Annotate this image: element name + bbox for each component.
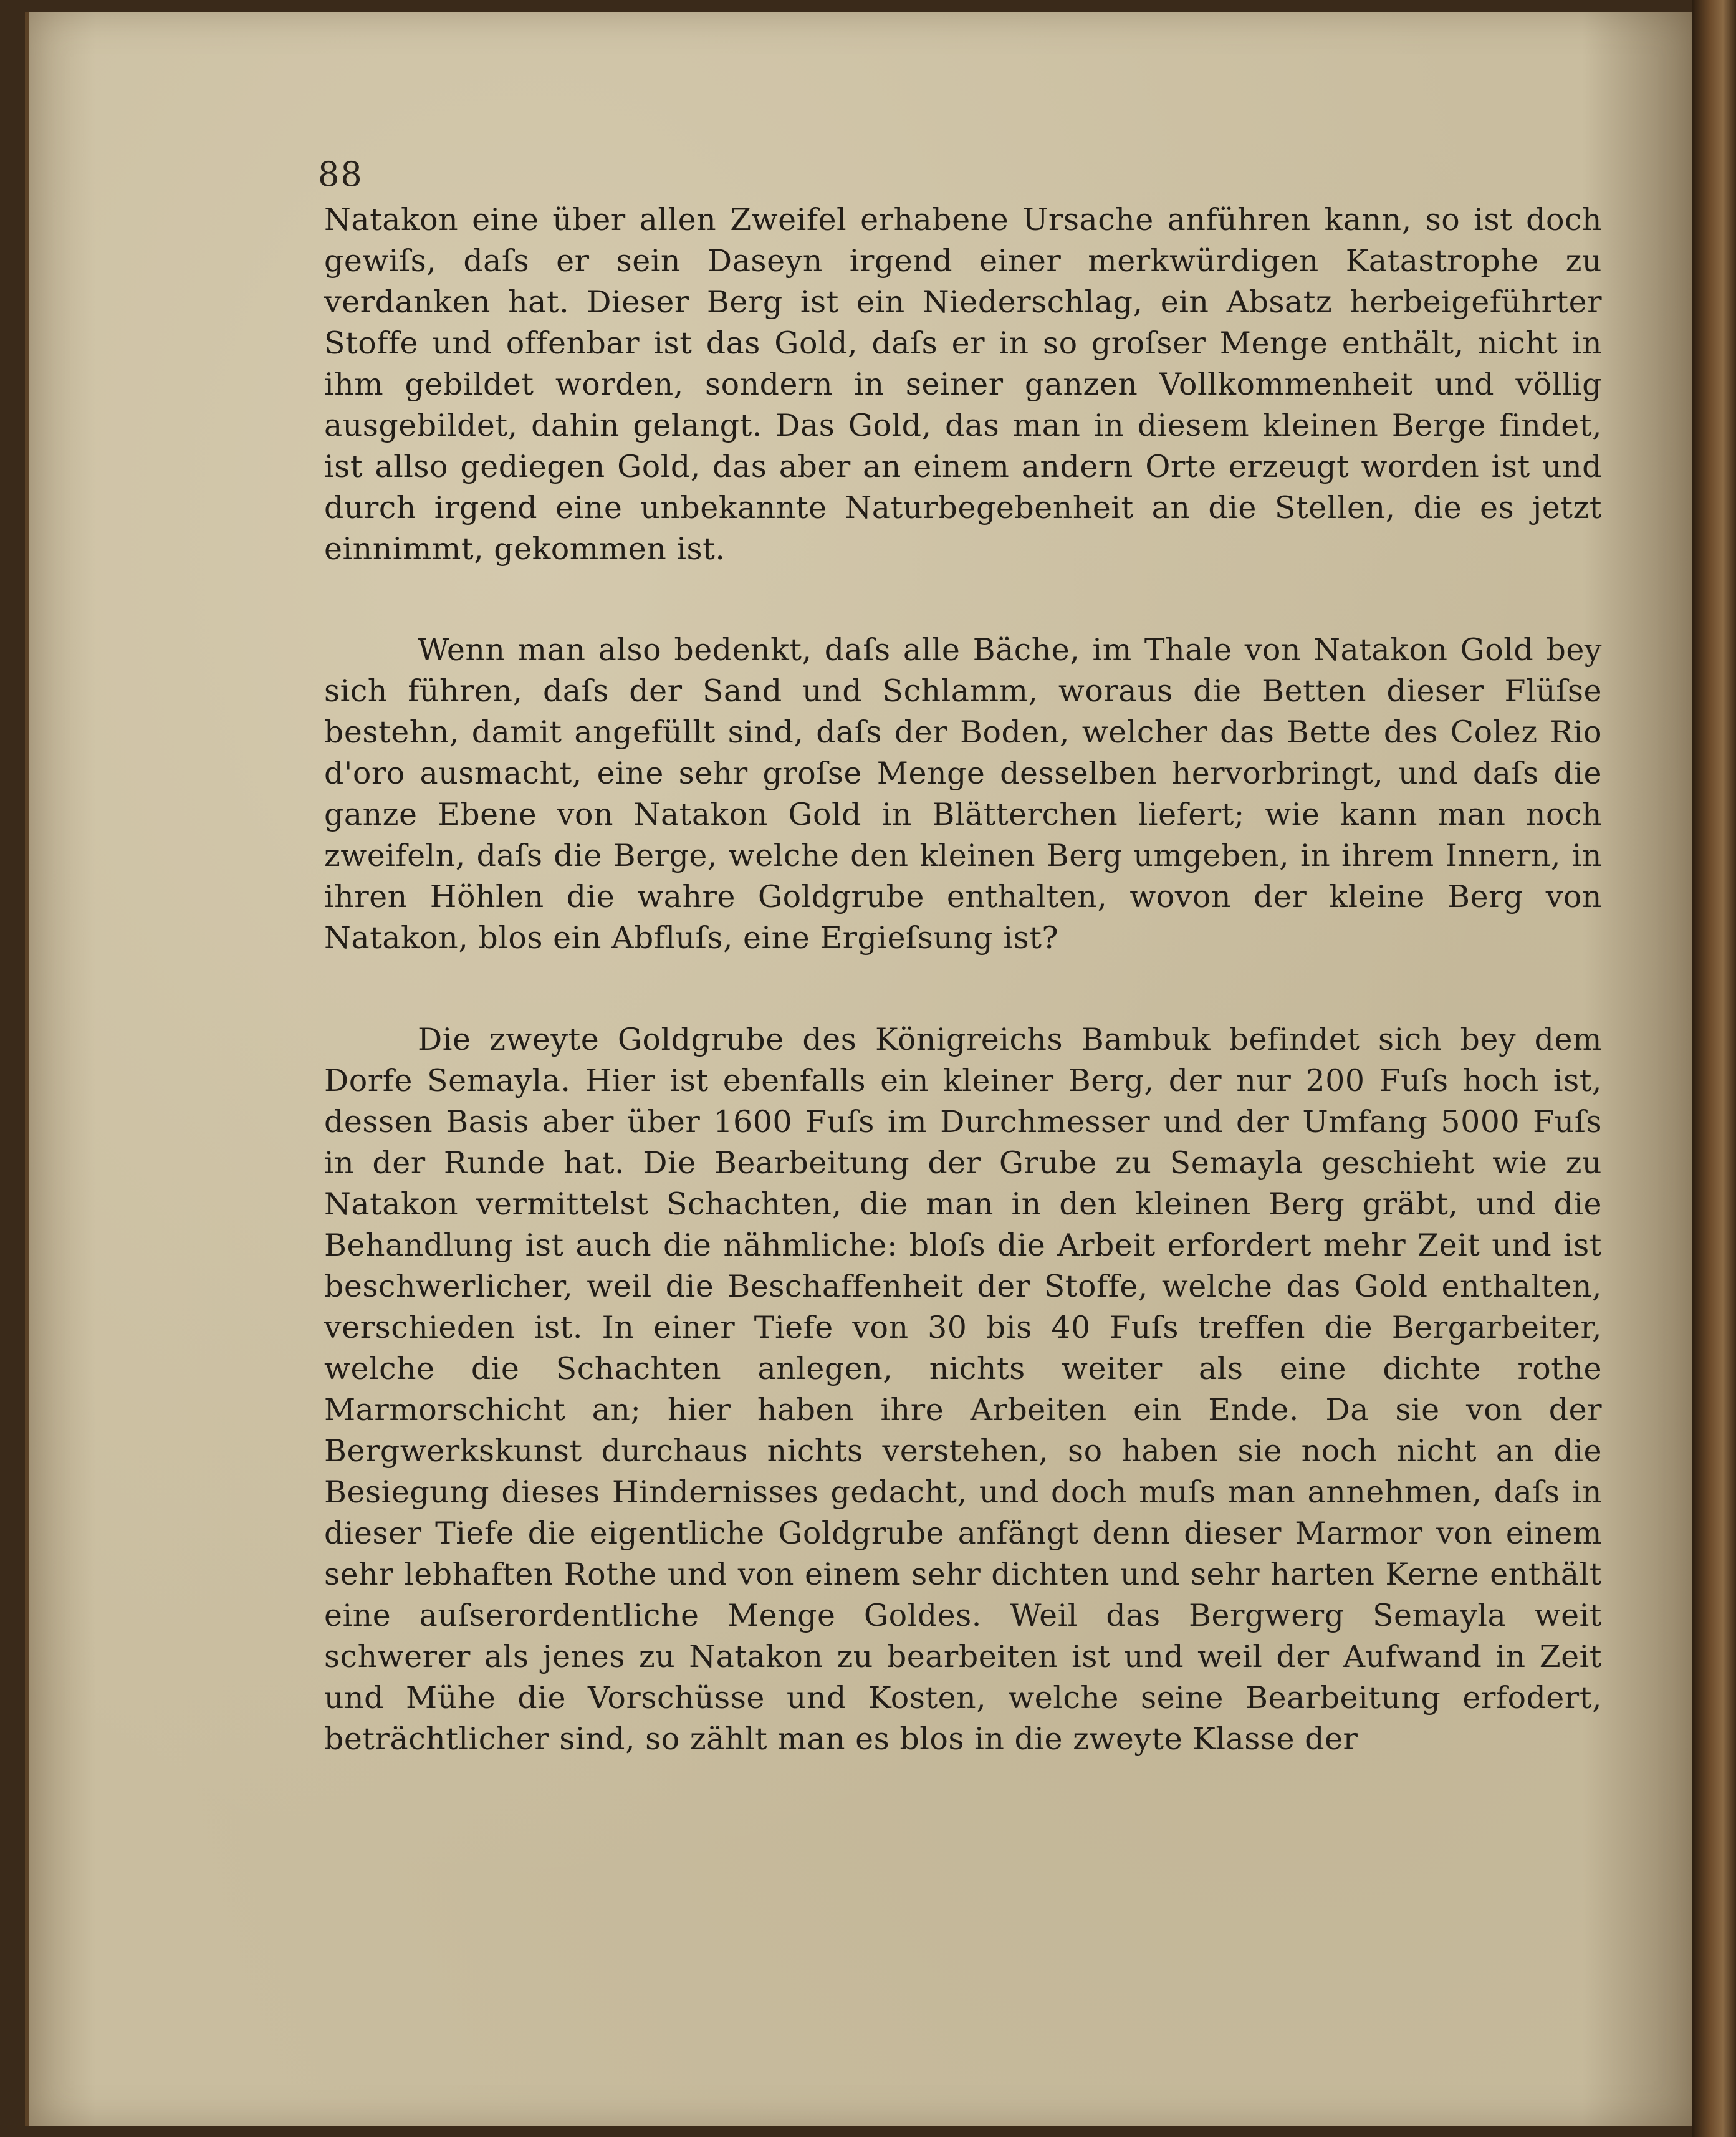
paragraph-3 — [324, 1019, 1602, 1760]
paragraph-1 — [324, 199, 1602, 570]
paragraph-text: Natakon eine über allen Zweifel erhabene Ursache anführen kann, so ist doch gewiſs, daſs er sein Daseyn irgend einer merkwürdigen Katastrophe zu verdanken hat. Dieser Berg ist ein Niederschlag, ein Absatz herbeigeführter Stoffe und offenbar ist das Gold, daſs er in so groſser Menge enthält, nicht in ihm gebildet worden, sondern in seiner ganzen Vollkommenheit und völlig ausgebildet, dahin gelangt. Das Gold, das man in diesem kleinen Berge findet, ist allso gediegen Gold, das aber an einem andern Orte erzeugt worden ist und durch irgend eine unbekannte Naturbegebenheit an die Stellen, die es jetzt einnimmt, gekommen ist. — [324, 202, 1602, 567]
book-spine — [1692, 0, 1736, 2137]
paragraph-2 — [324, 630, 1602, 959]
paragraph-text: Wenn man also bedenkt, daſs alle Bäche, im Thale von Natakon Gold bey sich führen, daſs der Sand und Schlamm, woraus die Betten dieser Flüſse bestehn, damit angefüllt sind, daſs der Boden, welcher das Bette des Colez Rio d'oro ausmacht, eine sehr groſse Menge desselben hervorbringt, und daſs die ganze Ebene von Natakon Gold in Blätterchen liefert; wie kann man noch zweifeln, daſs die Berge, welche den kleinen Berg umgeben, in ihrem Innern, in ihren Höhlen die wahre Goldgrube enthalten, wovon der kleine Berg von Natakon, blos ein Abfluſs, eine Ergieſsung ist? — [324, 632, 1602, 956]
page-number: 88 — [318, 155, 363, 194]
paragraph-text: Die zweyte Goldgrube des Königreichs Bambuk befindet sich bey dem Dorfe Semayla. Hier ist ebenfalls ein kleiner Berg, der nur 200 Fuſs hoch ist, dessen Basis aber über 1600 Fuſs im Durchmesser und der Umfang 5000 Fuſs in der Runde hat. Die Bearbeitung der Grube zu Semayla geschieht wie zu Natakon vermittelst Schachten, die man in den kleinen Berg gräbt, und die Behandlung ist auch die nähmliche: bloſs die Arbeit erfordert mehr Zeit und ist beschwerlicher, weil die Beschaffenheit der Stoffe, welche das Gold enthalten, verschieden ist. In einer Tiefe von 30 bis 40 Fuſs treffen die Bergarbeiter, welche die Schachten anlegen, nichts weiter als eine dichte rothe Marmorschicht an; hier haben ihre Arbeiten ein Ende. Da sie von der Bergwerkskunst durchaus nichts verstehen, so haben sie noch nicht an die Besiegung dieses Hindernisses gedacht, und doch muſs man annehmen, daſs in dieser Tiefe die eigentliche Goldgrube anfängt denn dieser Marmor von einem sehr lebhaften Rothe und von einem sehr dichten und sehr harten Kerne enthält eine auſserordentliche Menge Goldes. Weil das Bergwerg Semayla weit schwerer als jenes zu Natakon zu bearbeiten ist und weil der Aufwand in Zeit und Mühe die Vorschüsse und Kosten, welche seine Bearbeitung erfodert, beträchtlicher sind, so zählt man es blos in die zweyte Klasse der — [324, 1022, 1602, 1757]
